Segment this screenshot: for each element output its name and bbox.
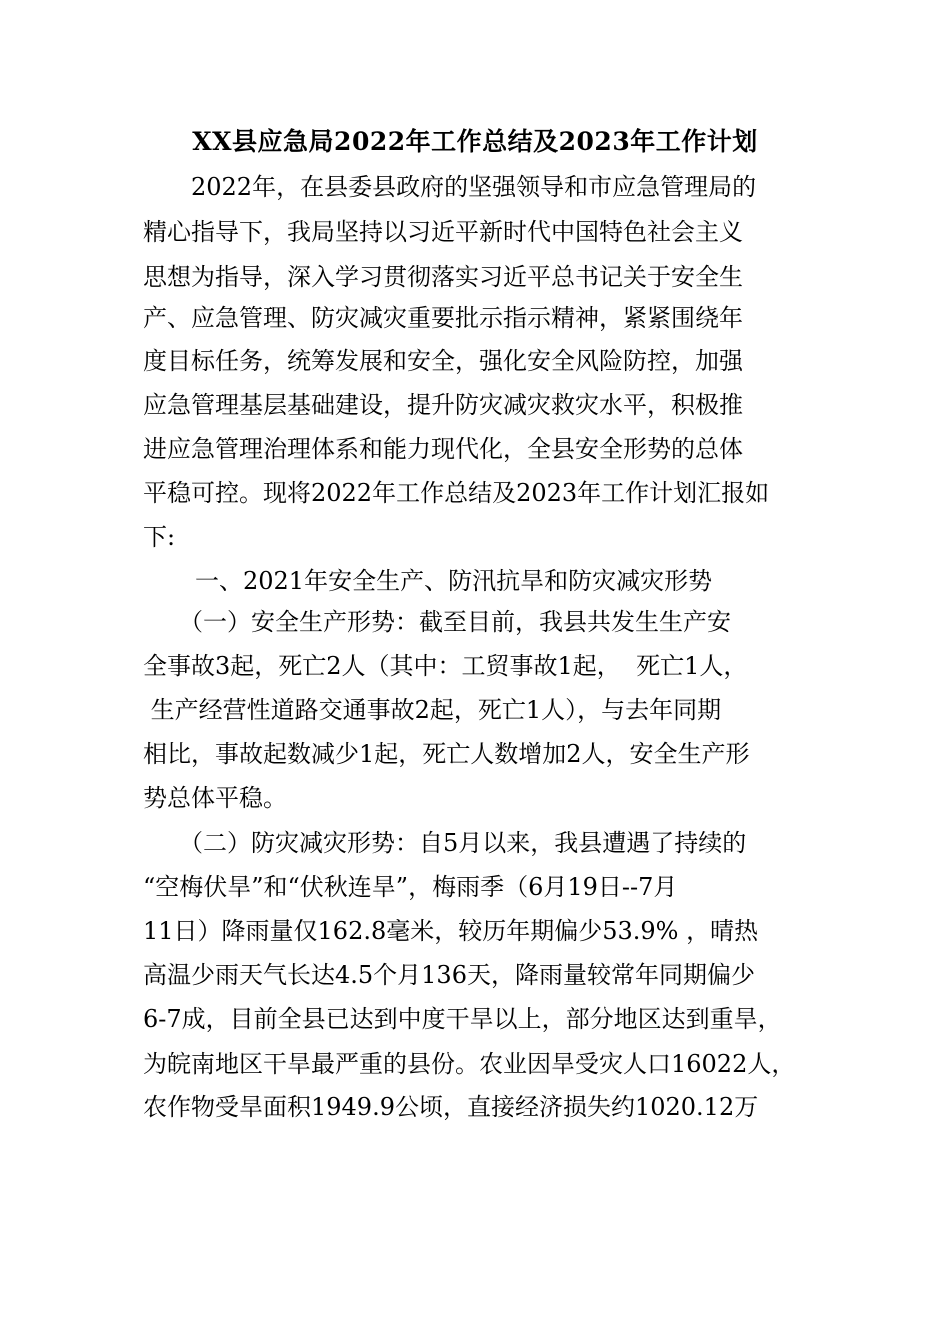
safety-line: 全事故3起，死亡2人（其中：工贸事故1起， 死亡1人，: [143, 652, 748, 680]
intro-line: 产、应急管理、防灾减灾重要批示指示精神，紧紧围绕年: [143, 304, 743, 332]
disaster-line: （二）防灾减灾形势：自5月以来，我县遭遇了持续的: [143, 829, 747, 857]
intro-line: 精心指导下，我局坚持以习近平新时代中国特色社会主义: [143, 218, 743, 246]
intro-line: 进应急管理治理体系和能力现代化，全县安全形势的总体: [143, 435, 743, 463]
intro-line: 应急管理基层基础建设，提升防灾减灾救灾水平，积极推: [143, 391, 743, 419]
intro-line: 度目标任务，统筹发展和安全，强化安全风险防控，加强: [143, 347, 743, 375]
intro-line: 平稳可控。现将2022年工作总结及2023年工作计划汇报如: [143, 479, 770, 507]
disaster-line: “空梅伏旱”和“伏秋连旱”，梅雨季（6月19日--7月: [143, 873, 678, 901]
safety-line: （一）安全生产形势：截至目前，我县共发生生产安: [143, 608, 731, 636]
disaster-line: 11日）降雨量仅162.8毫米，较历年期偏少53.9% ，晴热: [143, 917, 759, 945]
disaster-line: 为皖南地区干旱最严重的县份。农业因旱受灾人口16022人，: [143, 1050, 796, 1078]
disaster-line: 高温少雨天气长达4.5个月136天，降雨量较常年同期偏少: [143, 961, 755, 989]
intro-line: 下:: [143, 523, 176, 551]
safety-line: 生产经营性道路交通事故2起，死亡1人），与去年同期: [143, 696, 722, 724]
section-heading: 一、2021年安全生产、防汛抗旱和防灾减灾形势: [195, 567, 713, 595]
intro-line: 思想为指导，深入学习贯彻落实习近平总书记关于安全生: [143, 263, 743, 291]
safety-line: 相比，事故起数减少1起，死亡人数增加2人，安全生产形: [143, 740, 750, 768]
disaster-line: 6-7成，目前全县已达到中度干旱以上，部分地区达到重旱，: [143, 1005, 782, 1033]
intro-line: 2022年，在县委县政府的坚强领导和市应急管理局的: [143, 173, 757, 201]
safety-line: 势总体平稳。: [143, 784, 287, 812]
disaster-line: 农作物受旱面积1949.9公顷，直接经济损失约1020.12万: [143, 1093, 759, 1121]
document-title: XX县应急局2022年工作总结及2023年工作计划: [192, 127, 758, 156]
